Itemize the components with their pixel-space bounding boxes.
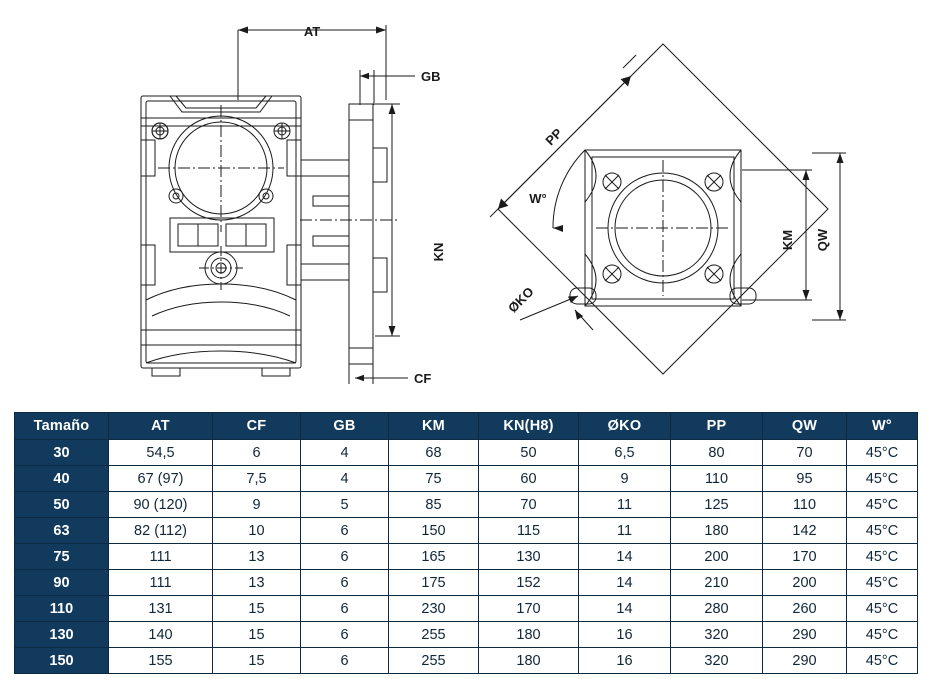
cell-kn: 60 xyxy=(479,466,579,492)
cell-cf: 15 xyxy=(213,596,301,622)
table-row xyxy=(15,492,918,518)
cell-oko: 11 xyxy=(579,518,671,544)
cell-pp: 280 xyxy=(671,596,763,622)
col-header-qw: QW xyxy=(763,413,847,440)
col-header-gb: GB xyxy=(301,413,389,440)
cell-km: 175 xyxy=(389,570,479,596)
table-row xyxy=(15,570,918,596)
label-pp: PP xyxy=(542,125,566,149)
col-header-kn: KN(H8) xyxy=(479,413,579,440)
cell-oko: 16 xyxy=(579,648,671,674)
cell-w: 45°C xyxy=(847,466,918,492)
cell-gb: 6 xyxy=(301,544,389,570)
cell-cf: 7,5 xyxy=(213,466,301,492)
cell-cf: 15 xyxy=(213,648,301,674)
cell-gb: 5 xyxy=(301,492,389,518)
cell-w: 45°C xyxy=(847,596,918,622)
cell-w: 45°C xyxy=(847,648,918,674)
cell-qw: 70 xyxy=(763,440,847,466)
col-header-tamano: Tamaño xyxy=(15,413,109,440)
cell-pp: 125 xyxy=(671,492,763,518)
cell-km: 68 xyxy=(389,440,479,466)
label-w-angle: W° xyxy=(529,191,547,206)
cell-kn: 130 xyxy=(479,544,579,570)
col-header-w: W° xyxy=(847,413,918,440)
col-header-cf: CF xyxy=(213,413,301,440)
cell-pp: 320 xyxy=(671,648,763,674)
cell-kn: 180 xyxy=(479,622,579,648)
table-row xyxy=(15,466,918,492)
cell-cf: 10 xyxy=(213,518,301,544)
cell-qw: 290 xyxy=(763,622,847,648)
cell-size: 110 xyxy=(15,596,109,622)
cell-w: 45°C xyxy=(847,518,918,544)
col-header-km: KM xyxy=(389,413,479,440)
cell-size: 30 xyxy=(15,440,109,466)
spec-table-wrapper xyxy=(14,412,917,674)
cell-km: 150 xyxy=(389,518,479,544)
cell-at: 111 xyxy=(109,544,213,570)
label-km: KM xyxy=(780,229,795,251)
cell-pp: 80 xyxy=(671,440,763,466)
cell-kn: 180 xyxy=(479,648,579,674)
label-qw: QW xyxy=(815,228,830,252)
cell-gb: 4 xyxy=(301,466,389,492)
cell-qw: 260 xyxy=(763,596,847,622)
cell-qw: 290 xyxy=(763,648,847,674)
cell-gb: 6 xyxy=(301,570,389,596)
cell-cf: 13 xyxy=(213,544,301,570)
table-row xyxy=(15,440,918,466)
cell-size: 130 xyxy=(15,622,109,648)
cell-oko: 14 xyxy=(579,544,671,570)
cell-qw: 200 xyxy=(763,570,847,596)
cell-at: 54,5 xyxy=(109,440,213,466)
col-header-at: AT xyxy=(109,413,213,440)
cell-cf: 13 xyxy=(213,570,301,596)
cell-w: 45°C xyxy=(847,570,918,596)
cell-cf: 9 xyxy=(213,492,301,518)
cell-size: 75 xyxy=(15,544,109,570)
cell-kn: 152 xyxy=(479,570,579,596)
cell-at: 131 xyxy=(109,596,213,622)
cell-qw: 170 xyxy=(763,544,847,570)
cell-oko: 14 xyxy=(579,596,671,622)
table-row xyxy=(15,596,918,622)
cell-at: 82 (112) xyxy=(109,518,213,544)
cell-km: 255 xyxy=(389,622,479,648)
cell-pp: 320 xyxy=(671,622,763,648)
label-oko: ØKO xyxy=(505,284,537,316)
table-row xyxy=(15,544,918,570)
cell-km: 85 xyxy=(389,492,479,518)
cell-size: 50 xyxy=(15,492,109,518)
cell-pp: 180 xyxy=(671,518,763,544)
label-at: AT xyxy=(303,24,321,39)
cell-w: 45°C xyxy=(847,440,918,466)
cell-at: 67 (97) xyxy=(109,466,213,492)
cell-qw: 142 xyxy=(763,518,847,544)
cell-oko: 9 xyxy=(579,466,671,492)
cell-kn: 70 xyxy=(479,492,579,518)
cell-w: 45°C xyxy=(847,622,918,648)
cell-size: 40 xyxy=(15,466,109,492)
cell-size: 150 xyxy=(15,648,109,674)
cell-cf: 15 xyxy=(213,622,301,648)
cell-oko: 16 xyxy=(579,622,671,648)
cell-km: 255 xyxy=(389,648,479,674)
label-gb: GB xyxy=(421,69,441,84)
cell-at: 111 xyxy=(109,570,213,596)
cell-w: 45°C xyxy=(847,544,918,570)
cell-at: 155 xyxy=(109,648,213,674)
cell-gb: 6 xyxy=(301,622,389,648)
table-row xyxy=(15,518,918,544)
cell-kn: 50 xyxy=(479,440,579,466)
label-kn: KN xyxy=(431,242,446,262)
cell-km: 230 xyxy=(389,596,479,622)
cell-at: 90 (120) xyxy=(109,492,213,518)
col-header-oko: ØKO xyxy=(579,413,671,440)
cell-gb: 6 xyxy=(301,648,389,674)
cell-kn: 170 xyxy=(479,596,579,622)
cell-km: 165 xyxy=(389,544,479,570)
cell-pp: 210 xyxy=(671,570,763,596)
cell-at: 140 xyxy=(109,622,213,648)
table-row xyxy=(15,622,918,648)
cell-gb: 4 xyxy=(301,440,389,466)
cell-w: 45°C xyxy=(847,492,918,518)
dimensions-table xyxy=(14,412,918,674)
table-row xyxy=(15,648,918,674)
cell-oko: 11 xyxy=(579,492,671,518)
cell-pp: 200 xyxy=(671,544,763,570)
cell-km: 75 xyxy=(389,466,479,492)
cell-gb: 6 xyxy=(301,596,389,622)
col-header-pp: PP xyxy=(671,413,763,440)
table-header-row xyxy=(15,413,918,440)
cell-qw: 110 xyxy=(763,492,847,518)
cell-size: 90 xyxy=(15,570,109,596)
cell-size: 63 xyxy=(15,518,109,544)
cell-oko: 6,5 xyxy=(579,440,671,466)
cell-oko: 14 xyxy=(579,570,671,596)
cell-gb: 6 xyxy=(301,518,389,544)
cell-qw: 95 xyxy=(763,466,847,492)
cell-pp: 110 xyxy=(671,466,763,492)
cell-cf: 6 xyxy=(213,440,301,466)
cell-kn: 115 xyxy=(479,518,579,544)
label-cf: CF xyxy=(414,371,432,386)
